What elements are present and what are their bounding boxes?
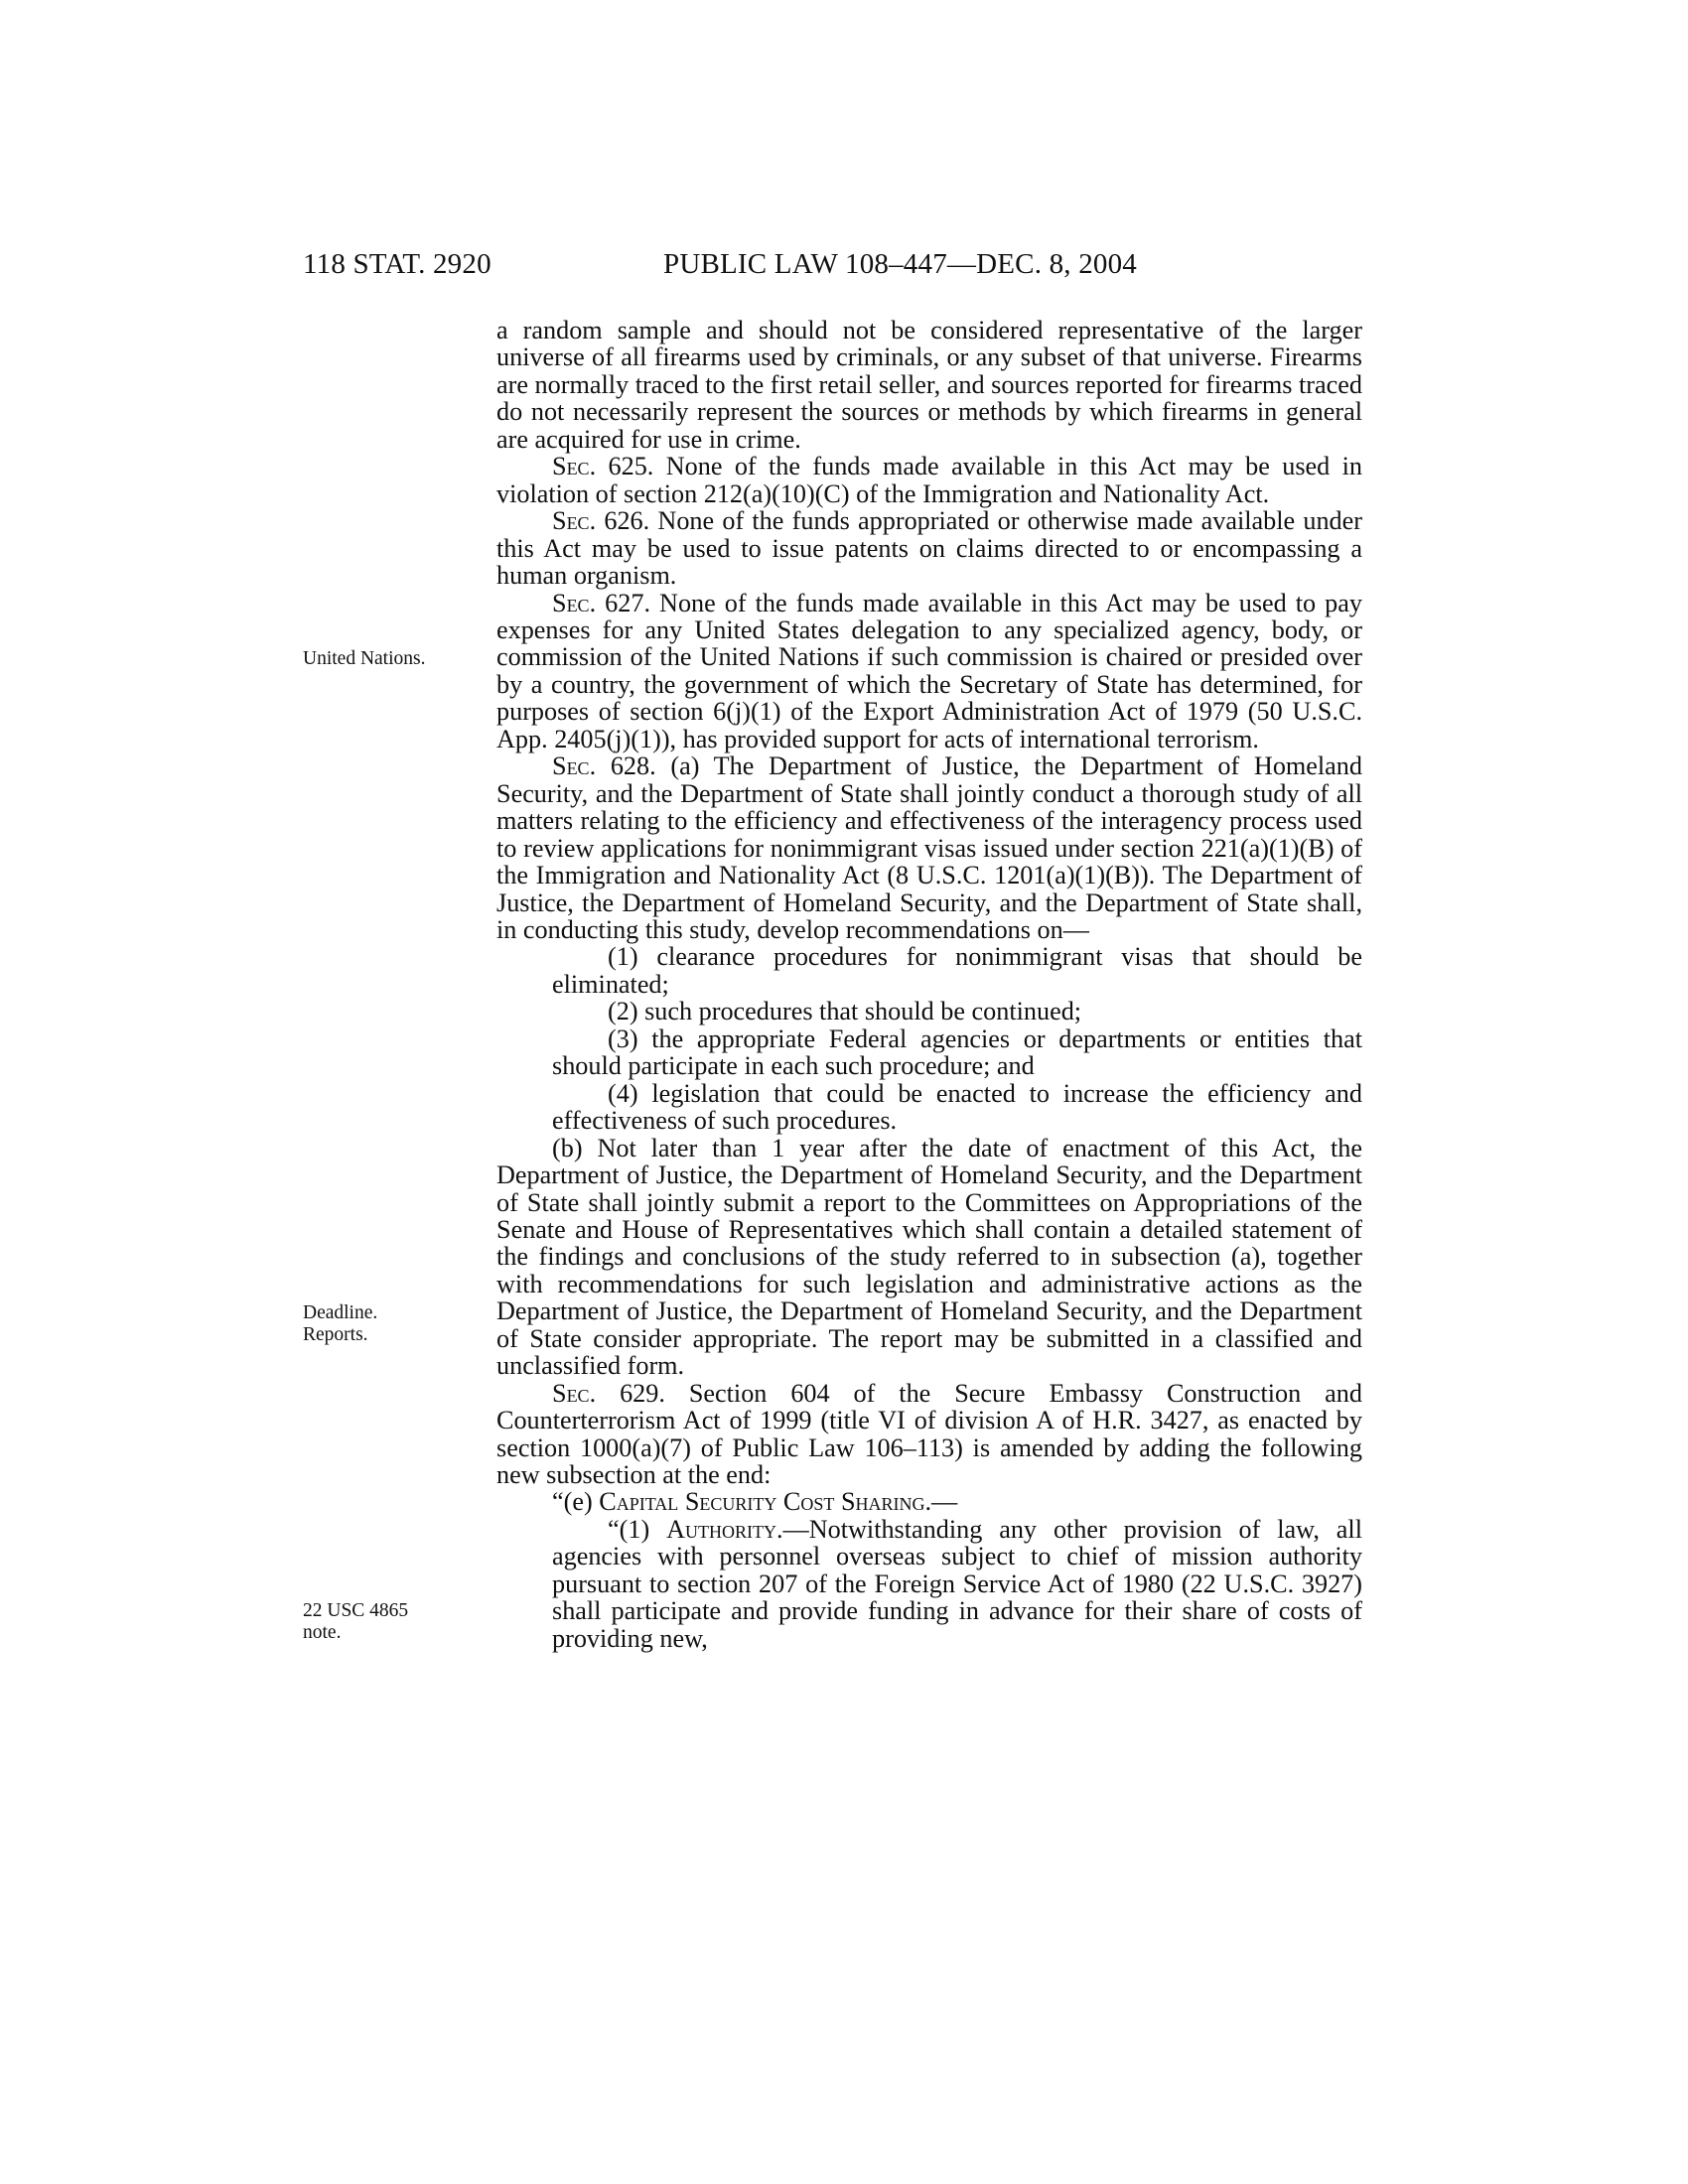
paragraph-text: .—Notwithstanding any other provision of law, all agencies with personnel overseas subject to chief of mission authority pursuant to section 207 of the Foreign Service Act of 1980 (22 U.S.C. 3927) shall participate and provide funding in advance for their share of costs of providing new,	[552, 1514, 1362, 1653]
paragraph-prefix: “(1)	[608, 1514, 667, 1544]
margin-note-deadline-reports	[303, 1302, 377, 1346]
subsection-dash: .—	[924, 1487, 958, 1517]
section-text: 628. (a) The Department of Justice, the Department of Homeland Security, and the Department of State shall jointly conduct a thorough study of all matters relating to the efficiency and effectiveness of the interagency process used to review applications for nonimmigrant visas issued under section 221(a)(1)(B) of the Immigration and Nationality Act (8 U.S.C. 1201(a)(1)(B)). The Department of Justice, the Department of Homeland Security, and the Department of State shall, in conducting this study, develop recommendations on—	[496, 751, 1362, 944]
paragraph-heading: Authority	[666, 1514, 776, 1544]
section-625	[496, 453, 1362, 507]
margin-note-united-nations	[303, 648, 425, 670]
sec-label: Sec.	[552, 506, 597, 536]
margin-note-usc	[303, 1600, 408, 1644]
section-text: 625. None of the funds made available in this Act may be used in violation of section 212(a)(10)(C) of the Immigration and Nationality Act.	[496, 452, 1362, 508]
section-626	[496, 507, 1362, 589]
page-stat-number: 118 STAT. 2920	[303, 248, 492, 280]
section-627	[496, 590, 1362, 753]
section-628b: (b) Not later than 1 year after the date of enactment of this Act, the Department of Justice, the Department of Homeland Security, and the Department of State shall jointly submit a report to the Committees on Appropriations of the Senate and House of Representatives which shall contain a detailed statement of the findings and conclusions of the study referred to in subsection (a), together with recommendations for such legislation and administrative actions as the Department of Justice, the Department of Homeland Security, and the Department of State consider appropriate. The report may be submitted in a classified and unclassified form.	[496, 1133, 1362, 1381]
paragraph-continued: a random sample and should not be considered representative of the larger universe of all firearms used by criminals, or any subset of that universe. Firearms are normally traced to the first retail seller, and sources reported for firearms traced do not necessarily represent the sources or methods by which firearms in general are acquired for use in crime.	[496, 316, 1362, 454]
margin-note-text: 22 USC 4865	[303, 1600, 409, 1621]
section-text: 627. None of the funds made available in this Act may be used to pay expenses for any United States delegation to any specialized agency, body, or commission of the United Nations if such commission is chaired or presided over by a country, the government of which the Secretary of State has determined, for purposes of section 6(j)(1) of the Export Administration Act of 1979 (50 U.S.C. App. 2405(j)(1)), has provided support for acts of international terrorism.	[496, 588, 1362, 753]
subsection-prefix: “(e)	[552, 1487, 600, 1517]
margin-note-text: Reports.	[303, 1324, 368, 1345]
margin-note-text: Deadline.	[303, 1302, 378, 1323]
list-item-1: (1) clearance procedures for nonimmigrant visas that should be eliminated;	[552, 942, 1362, 999]
list-item-2: (2) such procedures that should be continued;	[608, 997, 1082, 1026]
sec-label: Sec.	[552, 452, 597, 481]
running-header: PUBLIC LAW 108–447—DEC. 8, 2004	[663, 248, 1138, 280]
section-text: 626. None of the funds appropriated or otherwise made available under this Act may be used to issue patents on claims directed to or encompassing a human organism.	[496, 506, 1362, 591]
sec-label: Sec.	[552, 751, 597, 781]
list-item-4: (4) legislation that could be enacted to increase the efficiency and effectiveness of such procedures.	[552, 1078, 1362, 1136]
section-text: 629. Section 604 of the Secure Embassy Construction and Counterterrorism Act of 1999 (title VI of division A of H.R. 3427, as enacted by section 1000(a)(7) of Public Law 106–113) is amended by adding the following new subsection at the end:	[496, 1378, 1362, 1490]
margin-note-text: United Nations.	[303, 648, 426, 669]
section-629	[496, 1380, 1362, 1489]
paragraph-authority	[496, 1516, 1362, 1652]
sec-label: Sec.	[552, 588, 597, 617]
section-628a	[496, 752, 1362, 943]
document-body	[496, 317, 1362, 1652]
subsection-heading: Capital Security Cost Sharing	[599, 1487, 925, 1517]
margin-note-text: note.	[303, 1622, 342, 1643]
sec-label: Sec.	[552, 1378, 597, 1408]
subsection-e-heading	[496, 1488, 1362, 1515]
list-item-3: (3) the appropriate Federal agencies or departments or entities that should participate in each such procedure; and	[552, 1024, 1362, 1081]
